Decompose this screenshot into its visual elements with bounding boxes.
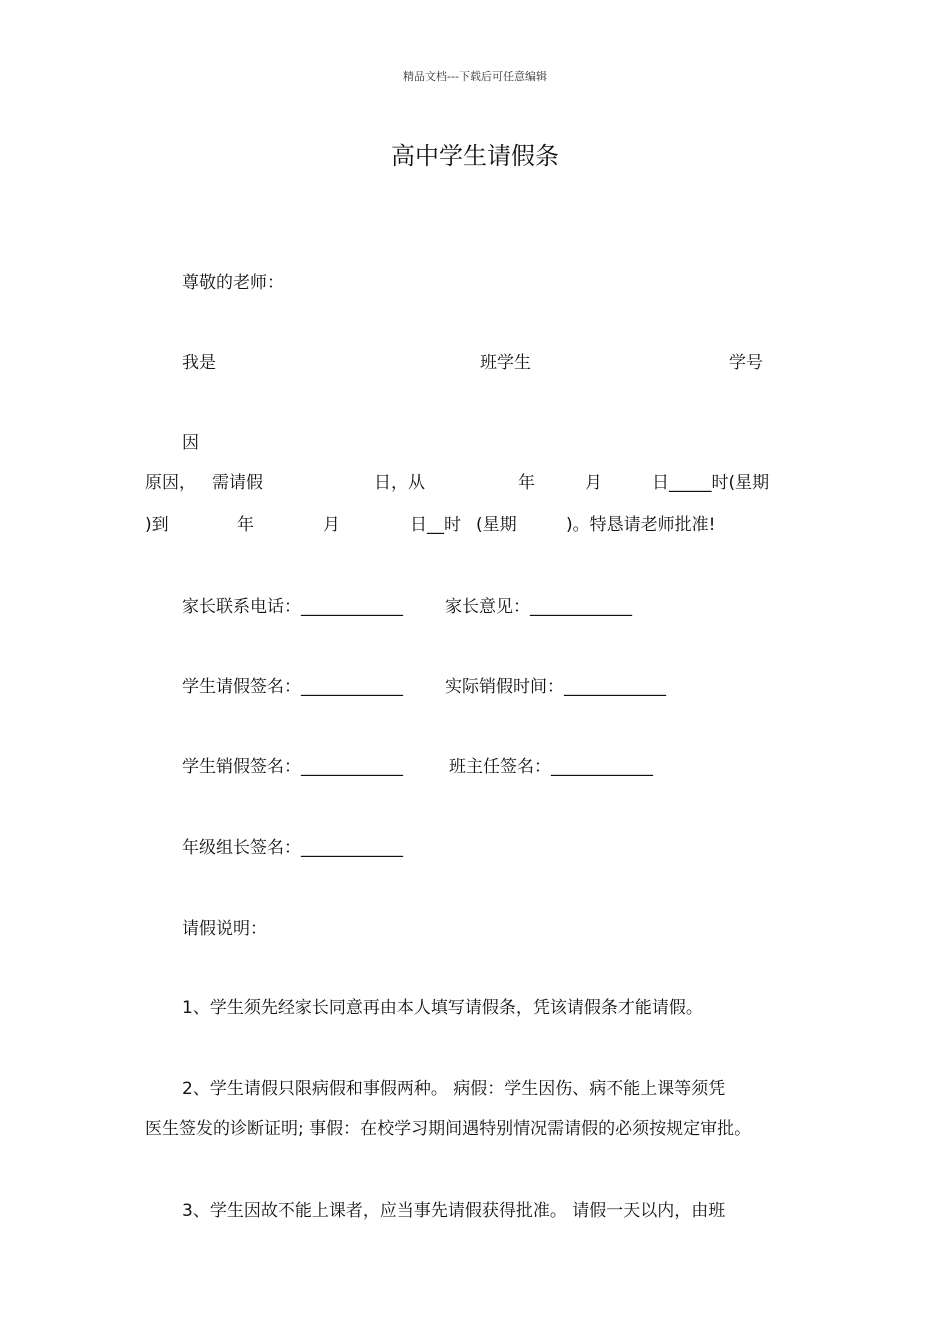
student-signature-field: 学生请假签名：____________ <box>182 677 403 697</box>
document-title: 高中学生请假条 <box>391 142 559 170</box>
reason-text: 原因， <box>145 473 196 493</box>
intro-text-student-id: 学号 <box>729 353 763 373</box>
note-1: 1、学生须先经家长同意再由本人填写请假条，凭该请假条才能请假。 <box>182 998 703 1018</box>
note-2-line-1: 2、学生请假只限病假和事假两种。 病假：学生因伤、病不能上课等须凭 <box>182 1079 726 1099</box>
from-month-text: 月 <box>585 473 602 493</box>
parent-opinion-field: 家长意见：____________ <box>445 597 632 617</box>
note-2-line-2: 医生签发的诊断证明; 事假：在校学习期间遇特别情况需请假的必须按规定审批。 <box>145 1119 752 1139</box>
page-header-watermark: 精品文档---下载后可任意编辑 <box>403 70 547 83</box>
request-approval-text: )。特恳请老师批准! <box>566 515 716 535</box>
until-text: )到 <box>145 515 169 535</box>
grade-leader-signature-field: 年级组长签名：____________ <box>182 838 403 858</box>
student-cancel-signature-field: 学生销假签名：____________ <box>182 757 403 777</box>
intro-text-class-student: 班学生 <box>480 353 531 373</box>
head-teacher-signature-field: 班主任签名：____________ <box>449 757 653 777</box>
until-month-text: 月 <box>323 515 340 535</box>
salutation: 尊敬的老师： <box>182 273 284 293</box>
notes-heading: 请假说明： <box>182 919 267 939</box>
from-day-hour-text: 日_____时(星期 <box>652 473 770 493</box>
days-from-text: 日，从 <box>374 473 425 493</box>
actual-cancel-time-field: 实际销假时间：____________ <box>445 677 666 697</box>
until-day-hour-text: 日__时 <box>410 515 461 535</box>
until-weekday-text: (星期 <box>476 515 517 535</box>
parent-phone-field: 家长联系电话：____________ <box>182 597 403 617</box>
intro-text-i-am: 我是 <box>182 353 216 373</box>
until-year-text: 年 <box>237 515 254 535</box>
reason-start: 因 <box>182 433 199 453</box>
note-3-line-1: 3、学生因故不能上课者，应当事先请假获得批准。 请假一天以内，由班 <box>182 1201 726 1221</box>
need-leave-text: 需请假 <box>212 473 263 493</box>
from-year-text: 年 <box>518 473 535 493</box>
